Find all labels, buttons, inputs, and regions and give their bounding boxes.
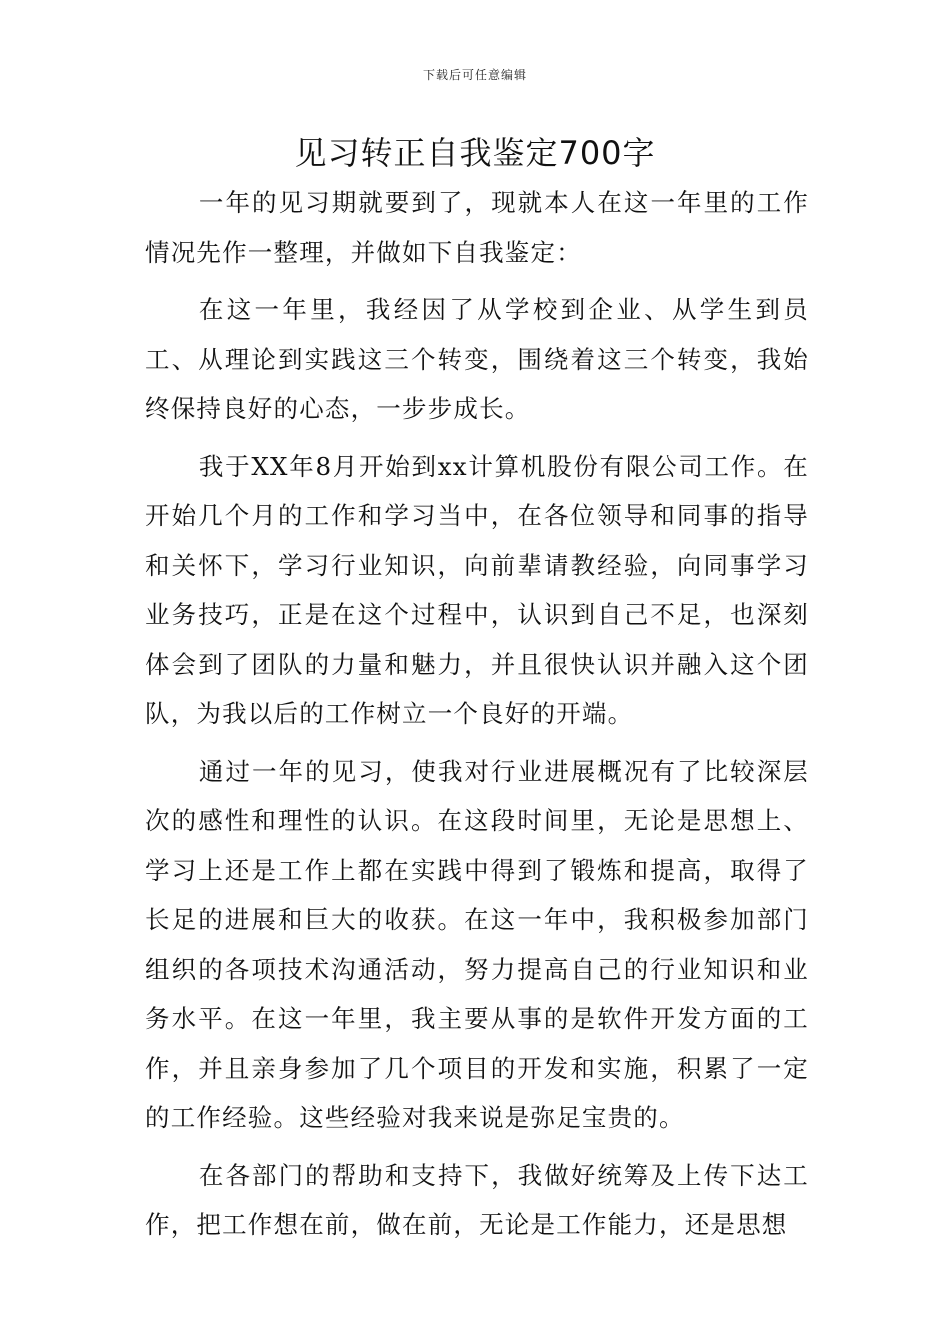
paragraph-4: 通过一年的见习，使我对行业进展概况有了比较深层次的感性和理性的认识。在这段时间里，无论是思想上、学习上还是工作上都在实践中得到了锻炼和提高，取得了长足的进展和巨大的收获。在这一年中，我积极参加部门组织的各项技术沟通活动，努力提高自己的行业知识和业务水平。在这一年里，我主要从事的是软件开发方面的工作，并且亲身参加了几个项目的开发和实施，积累了一定的工作经验。这些经验对我来说是弥足宝贵的。 bbox=[145, 756, 809, 1132]
document-body bbox=[145, 178, 809, 1258]
paragraph-1: 一年的见习期就要到了，现就本人在这一年里的工作情况先作一整理，并做如下自我鉴定： bbox=[145, 188, 809, 267]
paragraph-3: 我于XX年8月开始到xx计算机股份有限公司工作。在开始几个月的工作和学习当中，在各位领导和同事的指导和关怀下，学习行业知识，向前辈请教经验，向同事学习业务技巧，正是在这个过程中，认识到自己不足，也深刻体会到了团队的力量和魅力，并且很快认识并融入这个团队，为我以后的工作树立一个良好的开端。 bbox=[145, 451, 809, 728]
paragraph-5: 在各部门的帮助和支持下，我做好统筹及上传下达工作，把工作想在前，做在前，无论是工作能力，还是思想 bbox=[145, 1160, 809, 1239]
paragraph-2: 在这一年里，我经因了从学校到企业、从学生到员工、从理论到实践这三个转变，围绕着这三个转变，我始终保持良好的心态，一步步成长。 bbox=[145, 295, 809, 423]
header-note: 下载后可任意编辑 bbox=[422, 68, 527, 82]
document-title: 见习转正自我鉴定700字 bbox=[294, 134, 656, 172]
